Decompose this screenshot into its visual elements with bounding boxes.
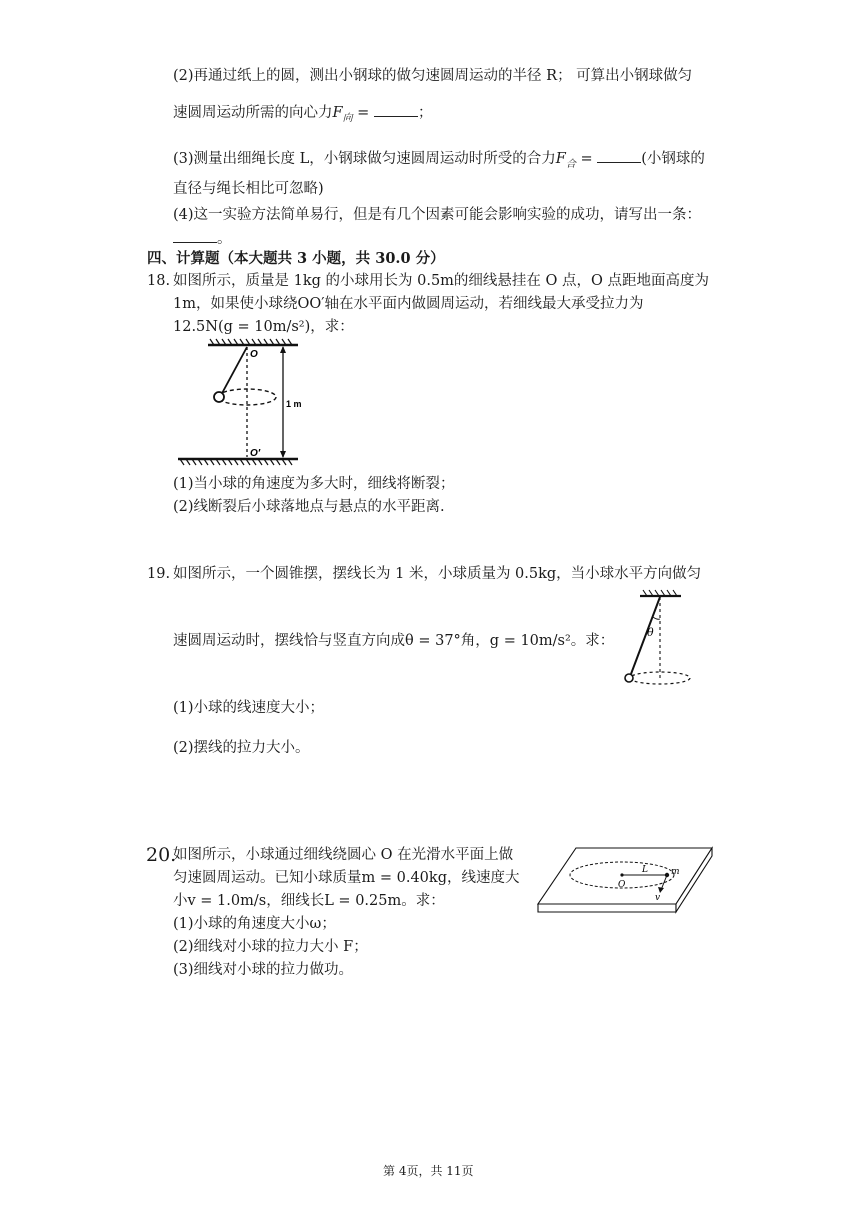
q18-pendulum-figure bbox=[170, 335, 310, 470]
q20-number: 20. bbox=[146, 844, 177, 866]
q19-subq2: (2)摆线的拉力大小。 bbox=[173, 740, 310, 756]
q17-part2-answer-blank[interactable] bbox=[374, 102, 418, 117]
q17-part2-line1: (2)再通过纸上的圆，测出小钢球的做匀速圆周运动的半径 R； 可算出小钢球做匀 bbox=[173, 68, 693, 84]
q19-fig-label-theta: θ bbox=[647, 626, 654, 639]
q19-line2: 速圆周运动时，摆线恰与竖直方向成θ = 37°角，g = 10m/s²。求： bbox=[173, 633, 615, 649]
q19-conical-pendulum-figure bbox=[615, 588, 695, 693]
q20-subq2: (2)细线对小球的拉力大小 F； bbox=[173, 939, 368, 955]
q19-subq1: (1)小球的线速度大小； bbox=[173, 700, 325, 716]
q17-part4-line1: (4)这一实验方法简单易行，但是有几个因素可能会影响实验的成功，请写出一条： bbox=[173, 207, 702, 223]
q20-line1: 如图所示，小球通过细线绕圆心 O 在光滑水平面上做 bbox=[173, 847, 514, 863]
q17-part2-F-sub: 向 bbox=[342, 113, 353, 124]
section-heading: 四、计算题（本大题共 3 小题，共 30.0 分） bbox=[147, 250, 445, 267]
q17-part2-eq: = bbox=[352, 105, 374, 121]
q17-part2-end: ； bbox=[417, 105, 433, 121]
q17-part3-line2: 直径与绳长相比可忽略) bbox=[173, 181, 324, 197]
q17-part4-answer-blank[interactable] bbox=[173, 228, 217, 243]
q17-part3-eq: = bbox=[575, 151, 598, 167]
q20-fig-label-O: O bbox=[618, 880, 626, 890]
q18-line2: 1m，如果使小球绕OO′轴在水平面内做圆周运动，若细线最大承受拉力为 bbox=[173, 296, 644, 312]
q18-fig-label-O-prime: O′ bbox=[250, 448, 261, 459]
page-footer: 第 4页，共 11页 bbox=[383, 1164, 474, 1178]
q18-number: 18. bbox=[147, 273, 171, 289]
q19-line1: 如图所示，一个圆锥摆，摆线长为 1 米，小球质量为 0.5kg，当小球水平方向做匀 bbox=[173, 566, 702, 582]
q20-horizontal-circle-figure bbox=[536, 842, 716, 917]
q20-subq1: (1)小球的角速度大小ω； bbox=[173, 916, 336, 932]
q18-fig-label-O: O bbox=[250, 349, 258, 360]
q17-part2-text: 速圆周运动所需的向心力 bbox=[173, 105, 333, 121]
q19-number: 19. bbox=[147, 566, 171, 582]
q20-fig-label-L: L bbox=[642, 865, 648, 875]
q17-part3-text: (3)测量出细绳长度 L，小钢球做匀速圆周运动时所受的合力 bbox=[173, 151, 556, 167]
q18-fig-label-1m: 1 m bbox=[286, 399, 302, 409]
q17-part3-F: F bbox=[555, 151, 566, 167]
q17-part3-end: (小钢球的 bbox=[641, 151, 705, 167]
q17-part3-answer-blank[interactable] bbox=[597, 148, 641, 163]
q20-line2: 匀速圆周运动。已知小球质量m = 0.40kg，线速度大 bbox=[173, 870, 520, 886]
q18-subq1: (1)当小球的角速度为多大时，细线将断裂； bbox=[173, 476, 455, 492]
q17-part3-line1 bbox=[173, 148, 705, 170]
q20-subq3: (3)细线对小球的拉力做功。 bbox=[173, 962, 354, 978]
q17-part2-line2 bbox=[173, 102, 432, 124]
q18-line3: 12.5N(g = 10m/s²)，求： bbox=[173, 319, 354, 335]
q17-part4-line2 bbox=[173, 228, 232, 248]
q20-fig-label-v: v bbox=[655, 893, 661, 903]
q17-part4-end: 。 bbox=[217, 231, 232, 247]
q17-part2-F: F bbox=[332, 105, 343, 121]
q20-fig-label-m: m bbox=[671, 867, 680, 877]
q18-subq2: (2)线断裂后小球落地点与悬点的水平距离. bbox=[173, 499, 445, 515]
q18-line1: 如图所示，质量是 1kg 的小球用长为 0.5m的细线悬挂在 O 点，O 点距地面高度为 bbox=[173, 273, 710, 289]
q17-part3-F-sub: 合 bbox=[565, 159, 576, 170]
q20-line3: 小v = 1.0m/s，细线长L = 0.25m。求： bbox=[173, 893, 445, 909]
